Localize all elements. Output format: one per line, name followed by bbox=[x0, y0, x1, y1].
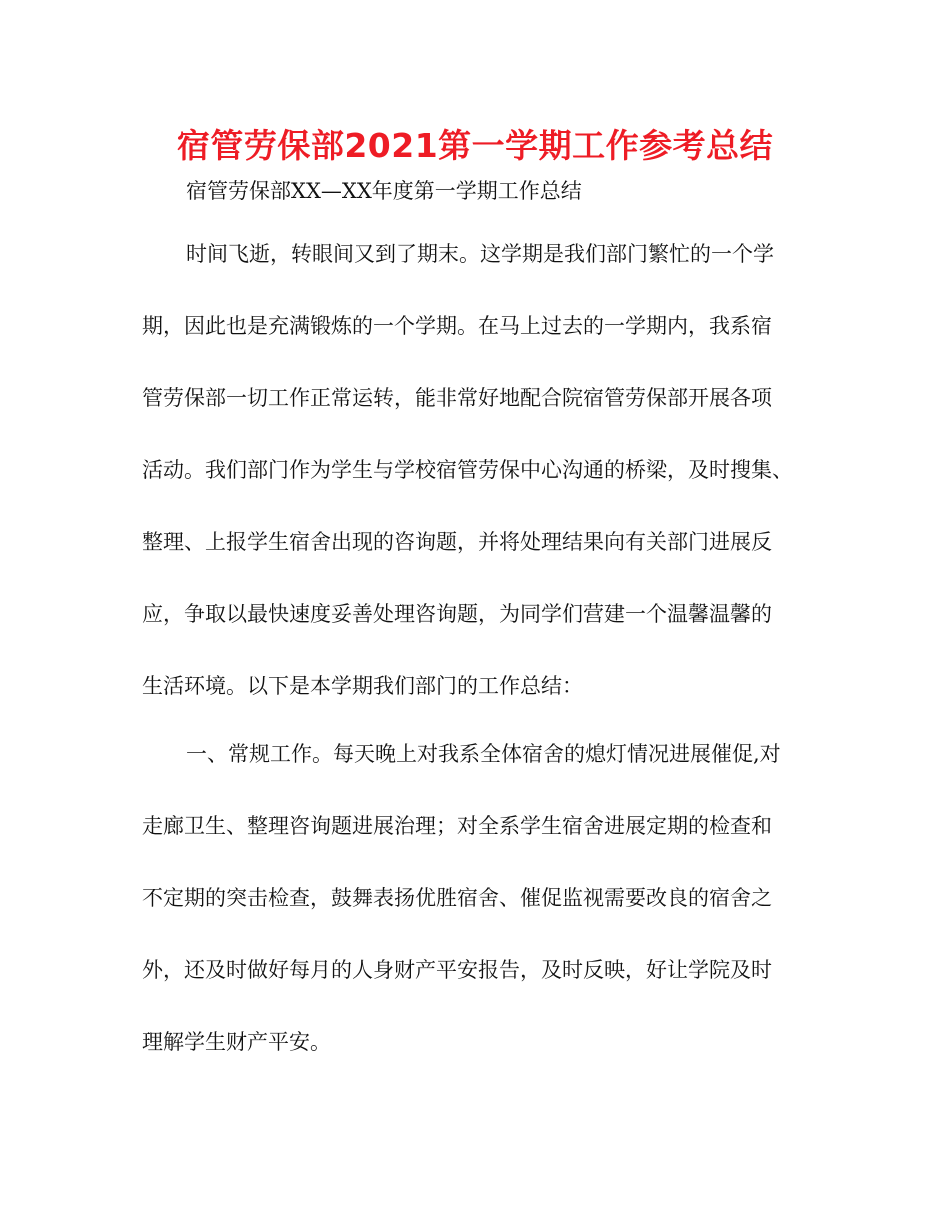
document-subtitle: 宿管劳保部XX—XX年度第一学期工作总结 bbox=[186, 179, 582, 203]
document-title: 宿管劳保部2021第一学期工作参考总结 bbox=[176, 126, 774, 165]
paragraph-line: 生活环境。以下是本学期我们部门的工作总结： bbox=[142, 674, 583, 698]
paragraph-line: 整理、上报学生宿舍出现的咨询题，并将处理结果向有关部门进展反 bbox=[142, 530, 772, 554]
paragraph-line: 应，争取以最快速度妥善处理咨询题，为同学们营建一个温馨温馨的 bbox=[142, 602, 772, 626]
paragraph-line: 走廊卫生、整理咨询题进展治理；对全系学生宿舍进展定期的检查和 bbox=[142, 814, 772, 838]
paragraph-line: 活动。我们部门作为学生与学校宿管劳保中心沟通的桥梁，及时搜集、 bbox=[142, 458, 793, 482]
paragraph-line: 时间飞逝，转眼间又到了期末。这学期是我们部门繁忙的一个学 bbox=[186, 242, 774, 266]
paragraph-line: 理解学生财产平安。 bbox=[142, 1030, 331, 1054]
paragraph-line: 一、常规工作。每天晚上对我系全体宿舍的熄灯情况进展催促,对 bbox=[186, 742, 781, 766]
paragraph-line: 外，还及时做好每月的人身财产平安报告，及时反映，好让学院及时 bbox=[142, 958, 772, 982]
paragraph-line: 管劳保部一切工作正常运转，能非常好地配合院宿管劳保部开展各项 bbox=[142, 386, 772, 410]
paragraph-line: 不定期的突击检查，鼓舞表扬优胜宿舍、催促监视需要改良的宿舍之 bbox=[142, 886, 772, 910]
paragraph-line: 期，因此也是充满锻炼的一个学期。在马上过去的一学期内，我系宿 bbox=[142, 314, 772, 338]
